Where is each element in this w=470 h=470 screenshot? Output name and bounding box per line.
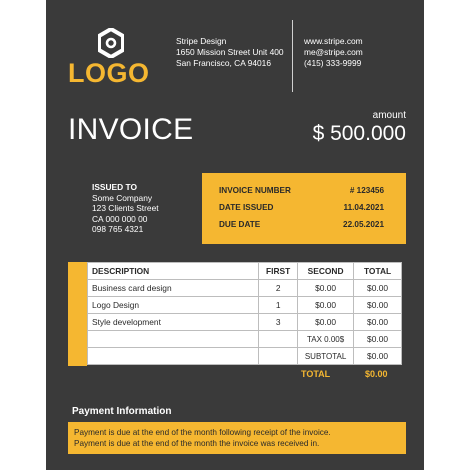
date-issued-row [219,203,384,212]
due-date-row [219,220,384,229]
invoice-meta-box [202,173,406,244]
invoice-sheet [46,0,424,470]
payment-info-title: Payment Information [72,406,172,417]
due-date-label: DUE DATE [219,220,261,229]
empty-cell [88,331,259,348]
invoice-title: INVOICE [68,113,194,146]
client-name: Some Company [92,192,153,203]
empty-cell [259,348,298,365]
tax-row [88,331,402,348]
table-row [88,280,402,297]
amount-label: amount [372,110,406,121]
table-row [88,297,402,314]
company-name: Stripe Design [176,36,227,46]
invoice-number-label: INVOICE NUMBER [219,186,291,195]
col-description-header: DESCRIPTION [88,263,259,280]
company-address-line1: 1650 Mission Street Unit 400 [176,46,284,57]
empty-cell [259,331,298,348]
col-second-header: SECOND [298,263,354,280]
invoice-number-row [219,186,384,195]
client-street: 123 Clients Street [92,203,159,214]
logo-text: LOGO [68,58,150,88]
date-issued-label: DATE ISSUED [219,203,274,212]
row-description: Business card design [88,280,259,297]
payment-info-box [68,422,406,454]
company-info [176,36,284,68]
contact-website: www.stripe.com [304,36,363,46]
row-total: $0.00 [354,280,402,297]
subtotal-row [88,348,402,365]
subtotal-label: SUBTOTAL [298,348,354,365]
amount-value: $ 500.000 [312,122,406,145]
line-items-table [87,262,402,365]
due-date-value: 22.05.2021 [343,220,384,229]
row-second: $0.00 [298,280,354,297]
row-second: $0.00 [298,314,354,331]
col-first-header: FIRST [259,263,298,280]
payment-terms-line2: Payment is due at the end of the month the invoice was received in. [74,439,320,448]
row-second: $0.00 [298,297,354,314]
row-first: 3 [259,314,298,331]
total-value: $0.00 [365,369,388,379]
subtotal-value: $0.00 [354,348,402,365]
tax-value: $0.00 [354,331,402,348]
date-issued-value: 11.04.2021 [343,203,384,212]
table-header-row [88,263,402,280]
total-label: TOTAL [301,369,331,379]
client-phone: 098 765 4321 [92,224,144,235]
contact-phone: (415) 333-9999 [304,57,362,68]
table-row [88,314,402,331]
header-divider [292,20,293,92]
row-description: Style development [88,314,259,331]
payment-terms-line1: Payment is due at the end of the month following receipt of the invoice. [74,428,331,437]
tax-label: TAX 0.00$ [298,331,354,348]
invoice-number-value: # 123456 [349,186,384,195]
table-accent-bar [68,262,87,366]
issued-to-block [92,182,159,235]
client-postcode: CA 000 000 00 [92,213,148,224]
col-total-header: TOTAL [354,263,402,280]
row-total: $0.00 [354,314,402,331]
issued-to-heading: ISSUED TO [92,182,137,192]
contact-email: me@stripe.com [304,46,363,57]
row-description: Logo Design [88,297,259,314]
row-first: 1 [259,297,298,314]
empty-cell [88,348,259,365]
row-first: 2 [259,280,298,297]
company-address-line2: San Francisco, CA 94016 [176,57,271,68]
contact-info [304,36,363,68]
row-total: $0.00 [354,297,402,314]
hexagon-logo-icon [98,28,124,58]
